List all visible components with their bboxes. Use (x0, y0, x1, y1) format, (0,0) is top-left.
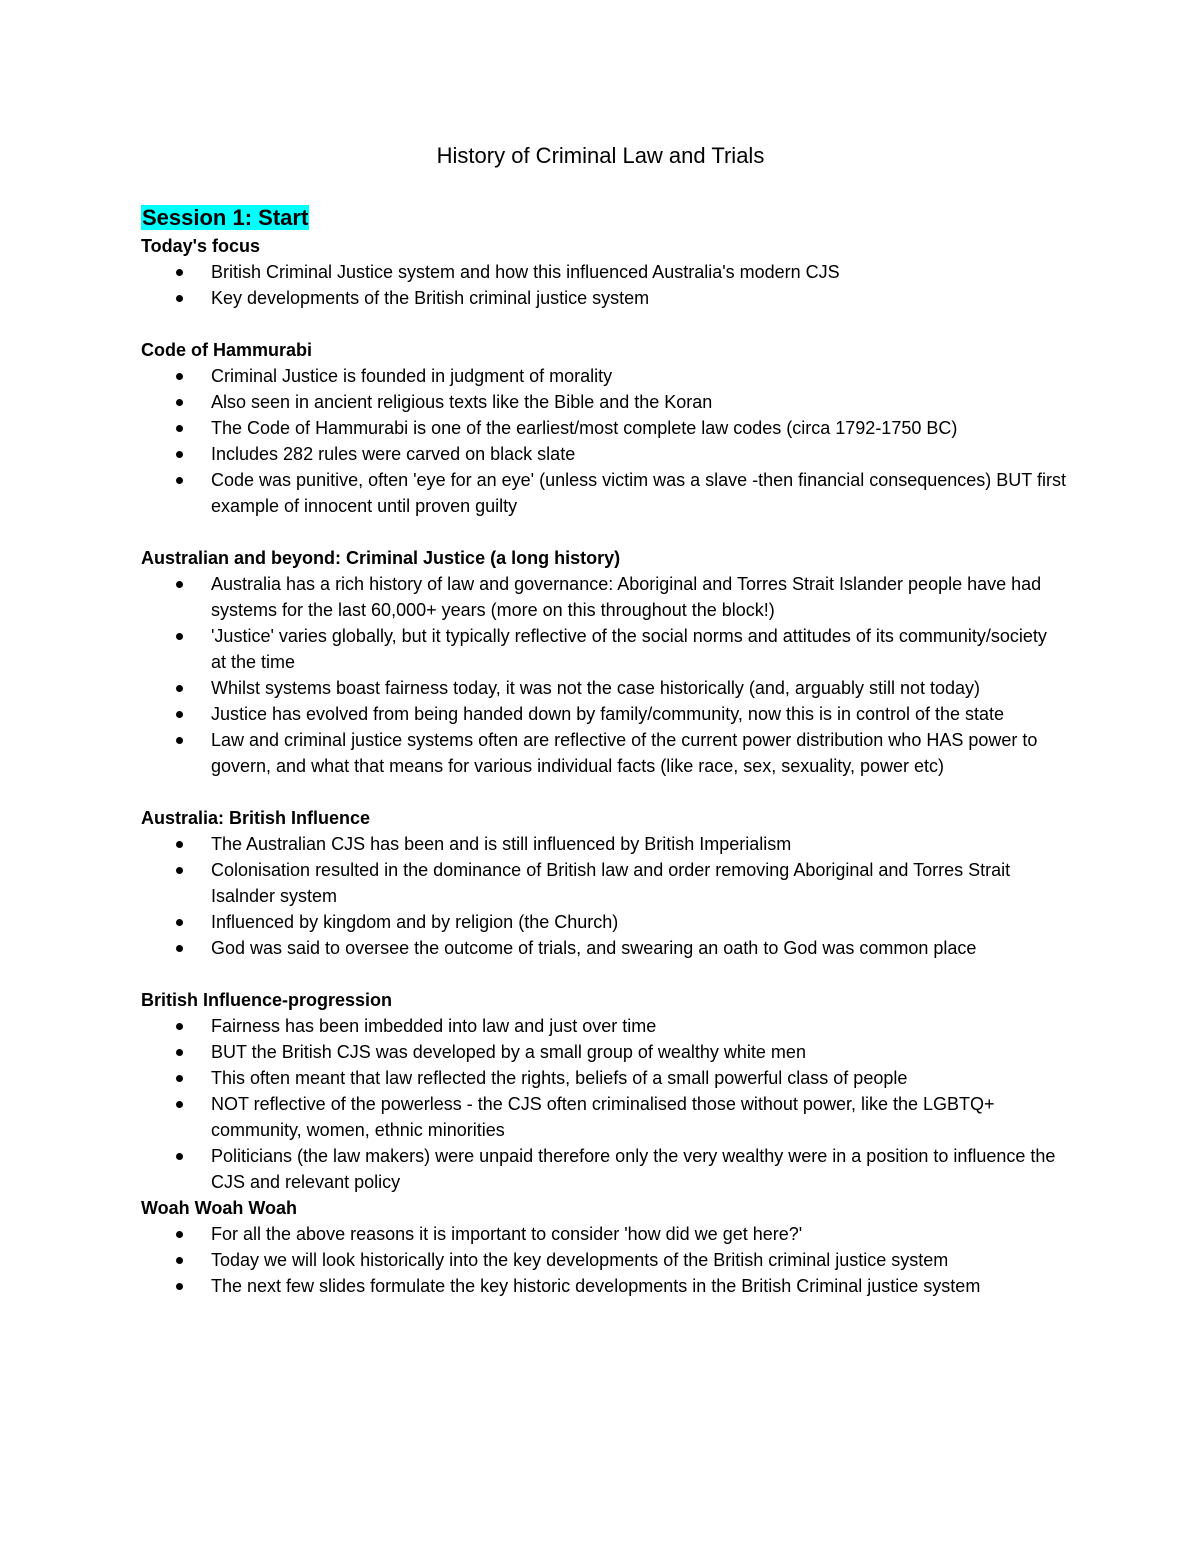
bullet-list (141, 831, 1066, 961)
section-heading: Australia: British Influence (141, 808, 371, 828)
bullet-dot-icon (176, 477, 183, 484)
bullet-dot-icon (176, 945, 183, 952)
bullet-item: God was said to oversee the outcome of trials, and swearing an oath to God was common place (141, 935, 1066, 961)
bullet-item: Whilst systems boast fairness today, it was not the case historically (and, arguably still not today) (141, 675, 1066, 701)
bullet-list (141, 571, 1066, 779)
section-woah-woah-woah (141, 1195, 1066, 1299)
bullet-dot-icon (176, 373, 183, 380)
bullet-item: The Code of Hammurabi is one of the earliest/most complete law codes (circa 1792-1750 BC) (141, 415, 1066, 441)
section-heading: Today's focus (141, 236, 260, 256)
bullet-dot-icon (176, 1231, 183, 1238)
bullet-list (141, 363, 1066, 519)
session-heading (141, 203, 1066, 233)
bullet-item: The next few slides formulate the key historic developments in the British Criminal justice system (141, 1273, 1066, 1299)
bullet-dot-icon (176, 685, 183, 692)
bullet-item: NOT reflective of the powerless - the CJS often criminalised those without power, like the LGBTQ+ community, women, ethnic minorities (141, 1091, 1066, 1143)
bullet-list (141, 259, 1066, 311)
bullet-dot-icon (176, 269, 183, 276)
section-heading: Australian and beyond: Criminal Justice (a long history) (141, 548, 621, 568)
bullet-dot-icon (176, 399, 183, 406)
document-title: History of Criminal Law and Trials (436, 143, 765, 168)
bullet-item: 'Justice' varies globally, but it typically reflective of the social norms and attitudes of its community/society at the time (141, 623, 1066, 675)
bullet-dot-icon (176, 737, 183, 744)
bullet-dot-icon (176, 841, 183, 848)
bullet-dot-icon (176, 1283, 183, 1290)
bullet-dot-icon (176, 1023, 183, 1030)
section-heading: British Influence-progression (141, 990, 393, 1010)
bullet-item: The Australian CJS has been and is still influenced by British Imperialism (141, 831, 1066, 857)
bullet-list (141, 1013, 1066, 1195)
section-australian-and-beyond (141, 545, 1066, 779)
bullet-item: Law and criminal justice systems often are reflective of the current power distribution who HAS power to govern, and what that means for various individual facts (like race, sex, sexuality, power etc) (141, 727, 1066, 779)
bullet-item: This often meant that law reflected the rights, beliefs of a small powerful class of people (141, 1065, 1066, 1091)
section-heading: Woah Woah Woah (141, 1198, 297, 1218)
bullet-item: Politicians (the law makers) were unpaid therefore only the very wealthy were in a position to influence the CJS and relevant policy (141, 1143, 1066, 1195)
bullet-item: Also seen in ancient religious texts like the Bible and the Koran (141, 389, 1066, 415)
bullet-list (141, 1221, 1066, 1299)
bullet-item: Criminal Justice is founded in judgment of morality (141, 363, 1066, 389)
bullet-dot-icon (176, 1101, 183, 1108)
bullet-item: Fairness has been imbedded into law and just over time (141, 1013, 1066, 1039)
bullet-dot-icon (176, 1075, 183, 1082)
bullet-dot-icon (176, 581, 183, 588)
document-content (141, 203, 1066, 1299)
bullet-dot-icon (176, 867, 183, 874)
section-heading: Code of Hammurabi (141, 340, 313, 360)
bullet-item: BUT the British CJS was developed by a small group of wealthy white men (141, 1039, 1066, 1065)
bullet-item: Key developments of the British criminal justice system (141, 285, 1066, 311)
section-code-of-hammurabi (141, 337, 1066, 519)
bullet-item: Australia has a rich history of law and governance: Aboriginal and Torres Strait Islander people have had systems for the last 60,000+ years (more on this throughout the block!) (141, 571, 1066, 623)
bullet-item: Today we will look historically into the key developments of the British criminal justice system (141, 1247, 1066, 1273)
bullet-item: For all the above reasons it is important to consider 'how did we get here?' (141, 1221, 1066, 1247)
bullet-item: British Criminal Justice system and how this influenced Australia's modern CJS (141, 259, 1066, 285)
bullet-item: Colonisation resulted in the dominance of British law and order removing Aboriginal and Torres Strait Isalnder system (141, 857, 1066, 909)
bullet-dot-icon (176, 711, 183, 718)
bullet-dot-icon (176, 919, 183, 926)
bullet-dot-icon (176, 1153, 183, 1160)
bullet-dot-icon (176, 1257, 183, 1264)
section-british-influence-progression (141, 987, 1066, 1195)
bullet-dot-icon (176, 1049, 183, 1056)
session-heading-highlight: Session 1: Start (142, 205, 309, 230)
bullet-dot-icon (176, 633, 183, 640)
bullet-item: Includes 282 rules were carved on black slate (141, 441, 1066, 467)
section-todays-focus (141, 233, 1066, 311)
bullet-item: Justice has evolved from being handed down by family/community, now this is in control of the state (141, 701, 1066, 727)
bullet-dot-icon (176, 295, 183, 302)
bullet-item: Code was punitive, often 'eye for an eye' (unless victim was a slave -then financial consequences) BUT first example of innocent until proven guilty (141, 467, 1066, 519)
section-australia-british-influence (141, 805, 1066, 961)
bullet-dot-icon (176, 451, 183, 458)
bullet-item: Influenced by kingdom and by religion (the Church) (141, 909, 1066, 935)
bullet-dot-icon (176, 425, 183, 432)
